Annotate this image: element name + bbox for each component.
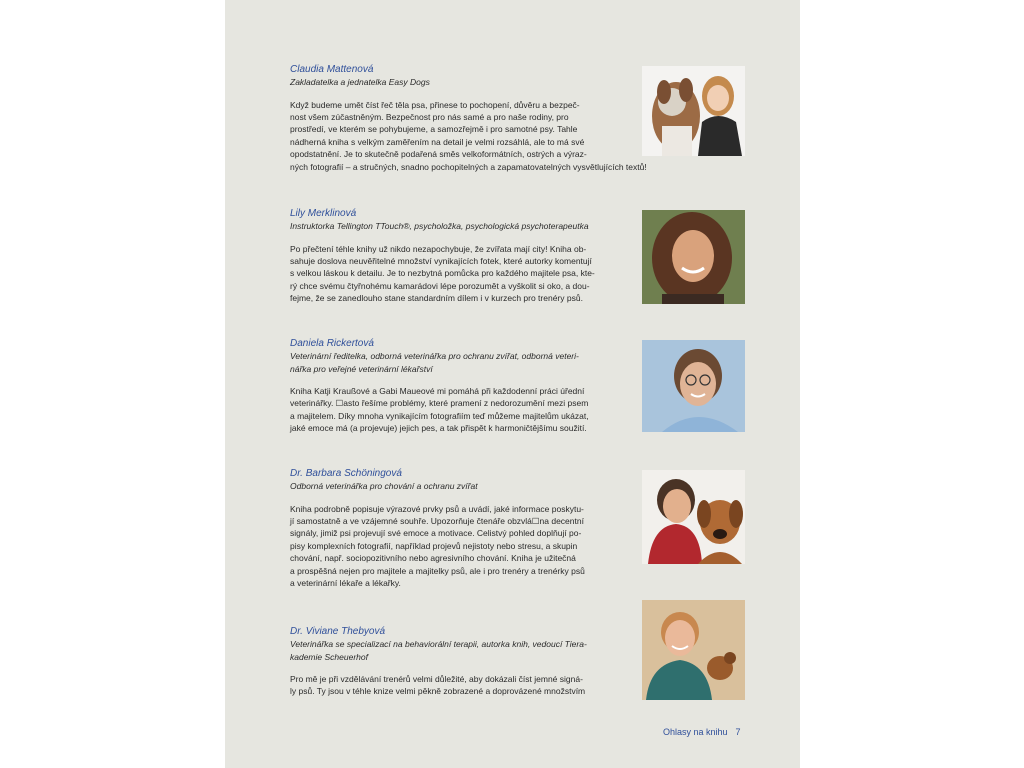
- portrait-image: [642, 210, 745, 304]
- testimonial-text: Kniha Katji Kraußové a Gabi Maueové mi pomáhá při každodenní práci úřední veterinářky. ☐asto řešíme problémy, které pramení z nedorozumění mezi psem a majitelem. Díky mnoha vynikajícím fotografiím teď můžeme majitelům ukázat, jaké emoce má (a projevuje) jejich pes, a tak přispět k harmoničtějšímu soužití.: [290, 386, 589, 434]
- portrait-image: [642, 66, 745, 156]
- author-role: Zakladatelka a jednatelka Easy Dogs: [290, 77, 430, 87]
- author-name: Dr. Viviane Thebyová: [290, 626, 386, 637]
- book-page: [225, 0, 800, 768]
- testimonial-text: Po přečtení téhle knihy už nikdo nezapochybuje, že zvířata mají city! Kniha ob- sahuje doslova neuvěřitelné množství vynikajících fotek, které autorky komentují s velkou láskou k detailu. Je to nezbytná pomůcka pro každého majitele psa, kte- rý chce svému čtyřnohému kamarádovi lépe porozumět a vyškolit si oko, a dou- fejme, že se zanedlouho stane standardním dílem i v kurzech pro trenéry psů.: [290, 243, 595, 304]
- author-name: Lily Merklinová: [290, 208, 357, 219]
- portrait-photo: [642, 600, 745, 700]
- page-footer: [663, 727, 741, 737]
- portrait-photo-with-dog: [642, 66, 745, 156]
- portrait-photo-with-dog: [642, 470, 745, 564]
- portrait-image: [642, 600, 745, 700]
- author-name: Dr. Barbara Schöningová: [290, 468, 402, 479]
- author-name: Daniela Rickertová: [290, 338, 374, 349]
- author-name: Claudia Mattenová: [290, 64, 374, 75]
- portrait-photo: [642, 340, 745, 432]
- portrait-image: [642, 470, 745, 564]
- author-role: Odborná veterinářka pro chování a ochranu zvířat: [290, 481, 478, 491]
- author-role: Veterinární ředitelka, odborná veterinářka pro ochranu zvířat, odborná veteri- nářka pro veřejné veterinární lékařství: [290, 351, 579, 374]
- portrait-photo: [642, 210, 745, 304]
- testimonial-text: Když budeme umět číst řeč těla psa, přinese to pochopení, důvěru a bezpeč- nost všem zúčastněným. Bezpečnost pro nás samé a pro naše rodiny, pro prostředí, ve kterém se pohybujeme, a samozřejmě i pro samotné psy. Tahle nádherná kniha s velkým zaměřením na detail je velmi rozsáhlá, ale to má své opodstatnění. Je to skutečně podařená směs velkoformátních, ostrých a výraz- ných fotografií – a stručných, snadno pochopitelných a zapamatovatelných vysvětlujících textů!: [290, 99, 647, 172]
- page-number: 7: [735, 727, 741, 737]
- testimonial-text: Kniha podrobně popisuje výrazové prvky psů a uvádí, jaké informace poskytu- jí samostatně a ve vzájemné souhře. Upozorňuje čtenáře obzvlá☐na decentní signály, jimiž psi projevují své emoce a motivace. Celistvý pohled doplňují po- pisy komplexních fotografií, například projevů nejistoty nebo stresu, a skupin chování, např. sociopozitivního nebo agresivního chování. Kniha je užitečná a prospěšná nejen pro majitele a majitelky psů, ale i pro trenéry a trenérky psů a veterinární lékaře a lékařky.: [290, 503, 585, 588]
- author-role: Veterinářka se specializací na behaviorální terapii, autorka knih, vedoucí Tiera- kademie Scheuerhof: [290, 639, 587, 662]
- portrait-image: [642, 340, 745, 432]
- testimonial-text: Pro mě je při vzdělávání trenérů velmi důležité, aby dokázali číst jemné signá- ly psů. Ty jsou v téhle knize velmi pěkně zobrazené a doprovázené množstvím: [290, 674, 586, 697]
- author-role: Instruktorka Tellington TTouch®, psycholožka, psychologická psychoterapeutka: [290, 221, 589, 231]
- section-title: Ohlasy na knihu: [663, 727, 728, 737]
